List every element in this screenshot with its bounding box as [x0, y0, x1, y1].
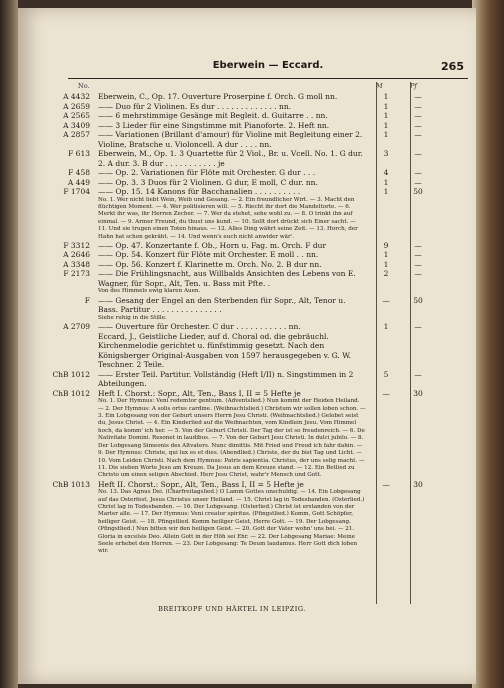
entry-signature: A 2709 [63, 322, 90, 332]
entry-signature: F 2173 [63, 269, 90, 279]
entry-signature: A 449 [67, 177, 90, 187]
catalog-entry [26, 480, 456, 556]
catalog-entry [26, 260, 456, 270]
entry-signature: F 3312 [63, 240, 90, 250]
entry-price-mark: 1 [383, 177, 389, 187]
entry-text: Heft I. Chorst.: Sopr., Alt, Ten., Bass I, II = 5 Hefte je [98, 388, 301, 398]
entry-signature: F 458 [68, 168, 90, 177]
entry-price-mark: 9 [383, 240, 389, 250]
entry-text: —— 6 mehrstimmige Gesänge mit Begleit. d. Guitarre . . nn. [98, 111, 328, 120]
entry-text: —— Duo für 2 Violinen. Es dur . . . . . . . . . . . . . nn. [98, 101, 292, 111]
catalog-entry [26, 121, 456, 131]
entry-text: —— Erster Teil. Partitur. Vollständig (Heft I/II) n. Singstimmen in 2 Abteilungen. [98, 369, 354, 389]
entry-text: Eccard, J., Geistliche Lieder, auf d. Choral od. die gebräuchl. Kirchenmelodie gerichtet u. fünfstimmig gesetzt. Nach den Königsberger Original-Ausgaben von 1597 herausgegeben v. G. W. Teschner. 2 Teile. [98, 331, 351, 370]
entry-price-pf: — [414, 269, 422, 279]
entry-price-pf: — [414, 111, 422, 120]
entry-price-pf: — [414, 149, 422, 158]
catalog-page [18, 8, 476, 684]
entry-text: Eberwein, M., Op. 1. 3 Quartette für 2 Viol., Br. u. Vcell. No. 1. G dur. 2. A dur. 3. B dur . . . . . . . . . . . je [98, 149, 363, 168]
entry-price-mark: — [382, 295, 390, 305]
entry-price-mark: 5 [383, 369, 389, 379]
entry-text: —— Op. 56. Konzert f. Klarinette m. Orch. No. 2. B dur nn. [98, 259, 322, 269]
entry-price-pf: 50 [413, 187, 423, 196]
catalog-entry [26, 296, 456, 322]
entry-contents: No. 13. Das Agnus Dei. (Charfreitagslied.) O Lamm Gottes unschuldig. — 14. Ein Lobgesang auf das Osterfest. Jesus Christus unser Heiland. — 15. Christ lag in Todesbanden. (Osterlied.) Christ lag in Todesbanden. — 16. Der Lobgesang. (Osterlied.) Christ ist erstanden von der Marter alle. — 17. Der Hymnus: Veni creator spiritus. (Pfingstlied.) Komm, Gott Schöpfer, heiliger Geist. — 18. Pfingstlied. Komm heiliger Geist, Herre Gott. — 19. Der Lobgesang. (Pfingstlied.) Nun bitten wir den heiligen Geist. — 20. Gott der Vater wohn' uns bei. — 21. Gloria in excelsis Deo. Allein Gott in der Höh sei Ehr. — 22. Der Lobgesang Mariae: Meine Seele erhebet den Herren. — 23. Der Lobgesang: Te Deum laudamus. Herr Gott dich loben wir. [98, 489, 365, 555]
entry-text: —— Die Frühlingsnacht, aus Willbalds Ansichten des Lebens von E. Wagner, für Sopr., Alt, Ten. u. Bass mit Pfte. . [98, 269, 356, 288]
entry-price-pf: — [414, 369, 422, 379]
entry-price-pf: 50 [413, 295, 423, 305]
entry-price-mark: 1 [383, 120, 389, 130]
page-header [68, 60, 468, 79]
entry-text: —— Op. 15. 14 Kanons für Bacchanalien . . . . . . . . . . [98, 187, 301, 196]
column-mark-label: M [376, 82, 383, 90]
entry-signature: A 3409 [63, 120, 90, 130]
entry-price-mark: 4 [383, 168, 389, 177]
book-page-edges [472, 0, 504, 688]
entry-price-pf: 30 [413, 388, 423, 398]
entry-text: —— Op. 54. Konzert für Flöte mit Orchester. E moll . . nn. [98, 250, 319, 260]
entry-price-mark: 1 [383, 92, 389, 101]
entry-price-mark: 3 [383, 149, 389, 158]
column-no-label: No. [78, 82, 90, 90]
entry-price-mark: 1 [383, 111, 389, 120]
catalog-entry [26, 241, 456, 251]
book-spine-left [0, 0, 18, 688]
catalog-entry [26, 102, 456, 112]
entry-signature: ChB 1012 [52, 388, 90, 398]
entry-text: —— Gesang der Engel an den Sterbenden für Sopr., Alt, Tenor u. Bass. Partitur . . . . . . . . . . . . . . . [98, 295, 346, 315]
page-number: 265 [441, 60, 464, 73]
entry-price-pf: — [414, 101, 422, 111]
column-headings [26, 82, 468, 92]
entry-text: Heft II. Chorst.: Sopr., Alt, Ten., Bass I, II = 5 Hefte je [98, 479, 304, 489]
catalog-entry [26, 250, 456, 260]
catalog-entry [26, 389, 456, 480]
entry-signature: A 2659 [63, 101, 90, 111]
entry-text: —— 3 Lieder für eine Singstimme mit Pianoforte. 2. Heft nn. [98, 120, 330, 130]
entry-price-pf: — [414, 322, 422, 332]
catalog-entry [26, 130, 456, 149]
entry-price-pf: — [414, 240, 422, 250]
entry-contents: Siehe ruhig in die Stille. [98, 314, 167, 321]
catalog-entry [26, 111, 456, 121]
entry-price-pf: — [414, 120, 422, 130]
entry-price-pf: — [414, 177, 422, 187]
entry-signature: F [84, 295, 90, 305]
catalog-entry [26, 168, 456, 178]
entry-text: —— Op. 3. 3 Duos für 2 Violinen. G dur, E moll, C dur. nn. [98, 177, 318, 187]
entry-text: —— Ouverture für Orchester. C dur . . . . . . . . . . . nn. [98, 322, 301, 332]
catalog-entry [26, 322, 456, 332]
entry-price-mark: 2 [383, 269, 389, 279]
page-title: Eberwein — Eccard. [212, 60, 324, 71]
entry-price-mark: 1 [383, 322, 389, 332]
entry-price-mark: 1 [383, 250, 389, 260]
catalog-entry [26, 187, 456, 241]
entry-signature: A 3348 [63, 259, 90, 269]
entry-price-mark: — [382, 479, 390, 489]
publisher-footer: BREITKOPF UND HÄRTEL IN LEIPZIG. [158, 605, 306, 613]
column-pf-label: Pf [410, 82, 417, 90]
entry-signature: A 2646 [63, 250, 90, 260]
catalog-entry [26, 370, 456, 389]
catalog-entry [26, 92, 456, 102]
entry-signature: F 613 [68, 149, 90, 158]
entry-contents: No. 1. Der Hymnus: Veni redemtor gentium. (Adventslied.) Nun kommt der Heiden Heiland. — 2. Der Hymnus: A solis ortus cardine. (Weihnachtslied.) Christum wir sollen loben schon. — 3. Ein Lobgesang von der Geburt unsers Herrn Jesu Christi. (Weihnachtslied.) Gelobet seist du, Jesus Christ. — 4. Ein Kinderlied auf die Weihnachten, vom Kindlein Jesu. Vom Himmel hoch, da komm' ich her. — 5. Von der Geburt Christi. Der Tag der ist so freudenreich. — 6. De Nativitate Domini. Resonet in laudibus. — 7. Von der Geburt Jesu Christi. In dulci jubilo. — 8. Der Lobgesang Simeonis des Altvaters. Nunc dimittis. Mit Fried und Freud ich fahr dahin. — 9. Der Hymnus: Christe, qui lux es et dies. (Abendlied.) Christe, der du bist Tag und Licht. — 10. Vom Leiden Christi. Nach dem Hymnus: Patris sapientia. Christus, der uns selig macht. — 11. Die sieben Worte Jesu am Kreuze. Da Jesus an dem Kreuze stand. — 12. Ein Betlied zu Christo um einen seligen Abschied. Herr Jesu Christ, wahr'r Mensch und Gott. [98, 398, 366, 479]
entry-price-pf: — [414, 130, 422, 139]
entry-price-mark: 1 [383, 187, 389, 196]
entry-price-mark: 1 [383, 101, 389, 111]
entry-text: —— Op. 47. Konzertante f. Ob., Horn u. Fag. m. Orch. F dur [98, 240, 327, 250]
catalog-entry [26, 269, 456, 295]
catalog-entry [26, 332, 456, 370]
entry-contents: Von des Himmels ewig klaren Auen. [98, 288, 201, 295]
entry-text: Eberwein, C., Op. 17. Ouverture Proserpine f. Orch. G moll nn. [98, 92, 338, 101]
entry-signature: A 4432 [63, 92, 90, 101]
entry-price-pf: — [414, 168, 422, 177]
entry-signature: A 2857 [63, 130, 90, 139]
entry-price-pf: — [414, 250, 422, 260]
entry-text: —— Variationen (Brillant d'amour) für Violine mit Begleitung einer 2. Violine, Bratsche u. Violoncell. A dur . . . . nn. [98, 130, 363, 149]
entry-signature: A 2565 [63, 111, 90, 120]
catalog-entry [26, 178, 456, 188]
entry-price-pf: — [414, 92, 422, 101]
entry-price-mark: 1 [383, 130, 389, 139]
entry-signature: F 1704 [63, 187, 90, 196]
catalog-entry [26, 149, 456, 168]
entry-price-pf: — [414, 259, 422, 269]
entry-price-pf: 30 [413, 479, 423, 489]
entry-price-mark: 1 [383, 259, 389, 269]
entry-signature: ChB 1013 [52, 479, 90, 489]
entry-price-mark: — [382, 388, 390, 398]
entry-text: —— Op. 2. Variationen für Flöte mit Orchester. G dur . . . [98, 168, 316, 177]
entry-signature: ChB 1012 [52, 369, 90, 379]
catalog-entries [26, 92, 456, 556]
entry-contents: No. 1. Wer nicht liebt Wein, Weib und Gesang. — 2. Ein freundlicher Wirt. — 3. Macht den flüchtigen Moment. — 4. Wer politisieren will. — 5. Riecht ihr dort die Mandeltorte. — 6. Merkt ihr was, ihr Herren Zecher. — 7. Wer da stehet, sehe wohl zu. — 8. O trinkt ihn auf einmal. — 9. Armer Freund, du thust uns kund. — 10. Sollt dort drückt sich Einer sacht. — 11. Und sie trugen einen Toten hinaus. — 12. Alles Ding währt seine Zeit. — 13. Horch, der Hahn hat schon gekräht. — 14. Und wenn's euch nicht anwider wär'. [98, 196, 358, 240]
